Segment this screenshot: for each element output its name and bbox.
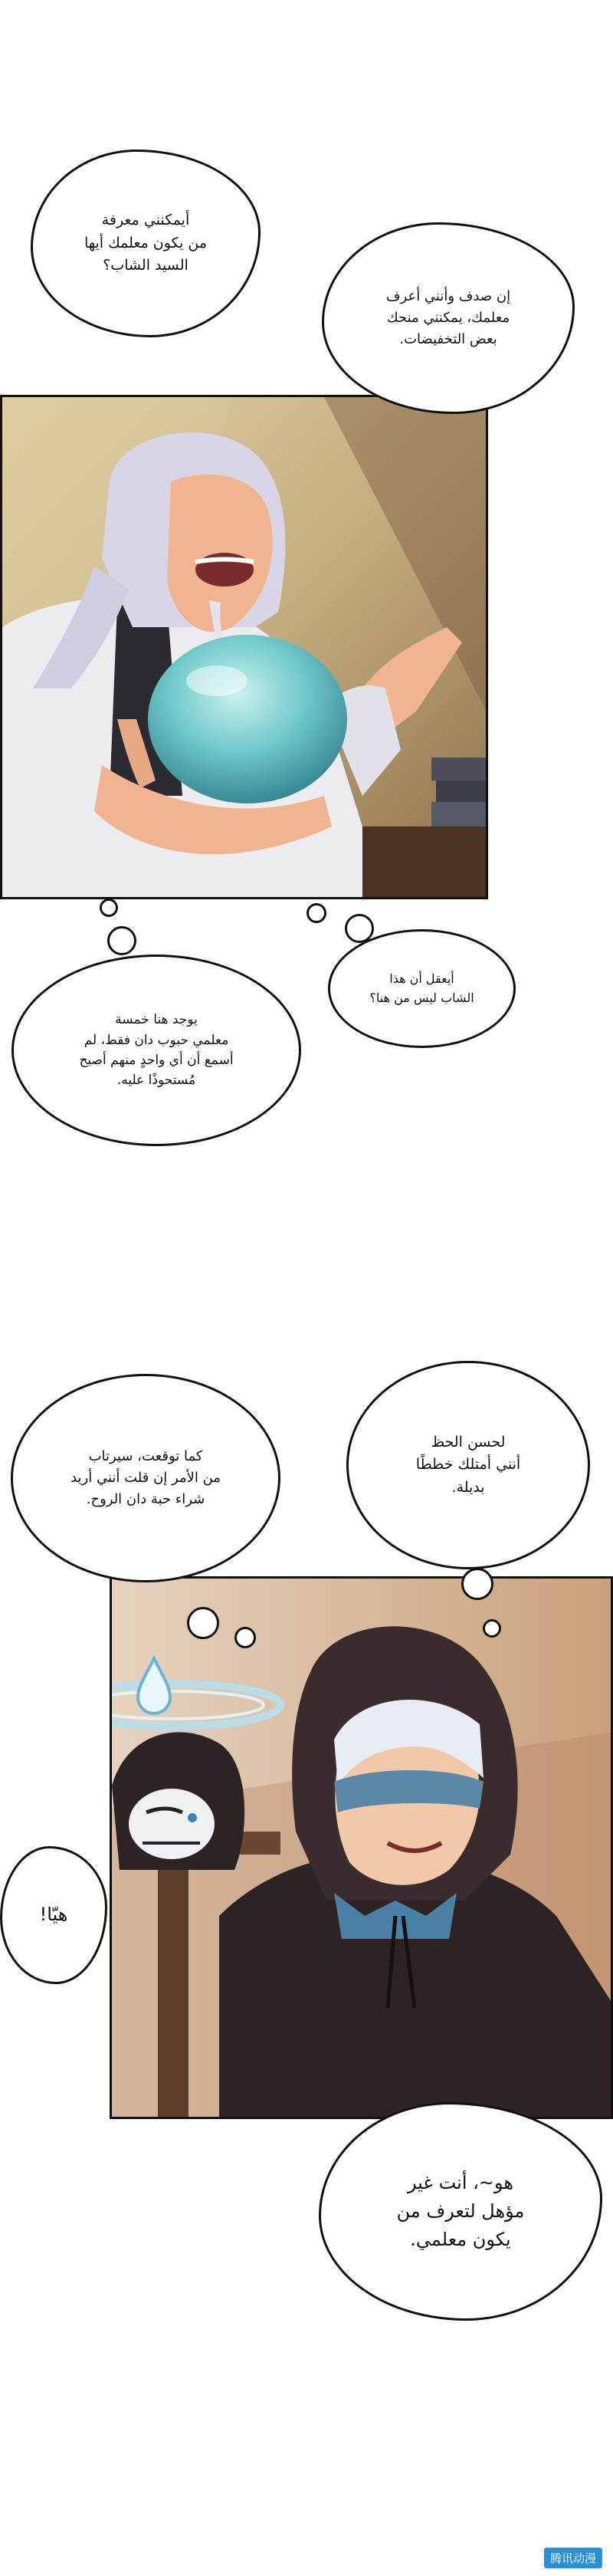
thought-dot (306, 903, 326, 923)
thought-dot (483, 1619, 501, 1638)
speech-text: هو~، أنت غير مؤهل لتعرف من يكون معلمي. (396, 2171, 525, 2251)
thought-text: يوجد هنا خمسة معلمي حبوب دان فقط، لم أسمع أن أي واحدٍ منهم أصبح مُستحوذًا عليه. (79, 1012, 234, 1089)
thought-text: لحسن الحظ أنني أمتلك خططًا بديلة. (415, 1433, 521, 1496)
thought-bubble-suspicion (11, 1374, 280, 1582)
thought-dot (107, 926, 136, 955)
thought-text: أيعقل أن هذا الشاب ليس من هنا؟ (369, 971, 474, 1005)
panel-elder (0, 395, 488, 899)
speech-bubble-question-teacher (31, 150, 261, 337)
thought-bubble-five-masters (11, 955, 301, 1146)
watermark-logo: 腾讯动漫 (544, 2548, 602, 2568)
thought-text: كما توقعت، سيرتاب من الأمر إن قلت أنني أريد شراء حبة دان الروح. (70, 1448, 221, 1507)
panel-hooded (110, 1576, 613, 2119)
thought-dot (187, 1607, 219, 1639)
speech-text: هيّا! (39, 1904, 68, 1926)
thought-dot (461, 1568, 493, 1600)
speech-bubble-come-on (0, 1846, 107, 1984)
thought-bubble-backup-plan (346, 1361, 590, 1569)
thought-dot (234, 1627, 256, 1648)
speech-bubble-discount-offer (322, 222, 575, 414)
speech-bubble-not-qualified (319, 2102, 602, 2321)
speech-text: أيمكنني معرفة من يكون معلمك أيها السيد الشاب؟ (84, 212, 208, 274)
thought-bubble-not-local (328, 929, 516, 1048)
elder-holding-orb-illustration (2, 397, 488, 899)
speech-text: إن صدف وأنني أعرف معلمك، يمكنني منحك بعض التخفيضات. (385, 288, 511, 347)
thought-dot (100, 899, 118, 917)
sweat-drop-icon (135, 1655, 173, 1717)
hooded-masked-youth-illustration (112, 1579, 613, 2119)
